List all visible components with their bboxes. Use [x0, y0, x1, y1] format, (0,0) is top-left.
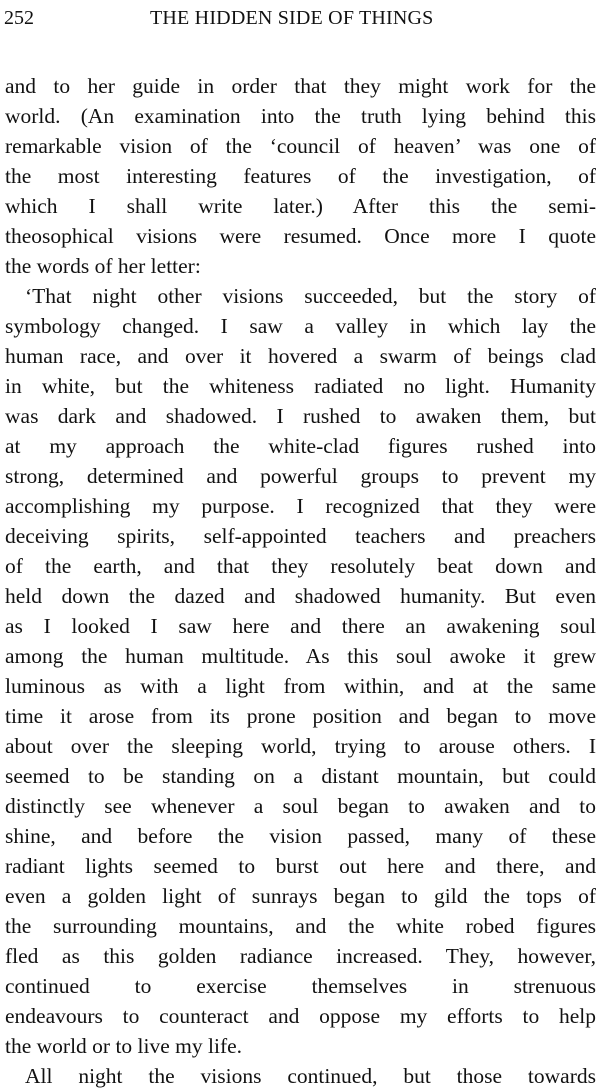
text-line: continued to exercise themselves in strenuous: [5, 974, 596, 998]
text-line: human race, and over it hovered a swarm of beings clad: [5, 344, 596, 368]
text-line: and to her guide in order that they might work for the: [5, 74, 596, 98]
text-line: deceiving spirits, self-appointed teachers and preachers: [5, 524, 596, 548]
text-line: which I shall write later.) After this the semi-: [5, 194, 596, 218]
text-line: was dark and shadowed. I rushed to awaken them, but: [5, 404, 596, 428]
text-line: as I looked I saw here and there an awakening soul: [5, 614, 596, 638]
text-line: at my approach the white-clad figures rushed into: [5, 434, 596, 458]
text-line: the most interesting features of the investigation, of: [5, 164, 596, 188]
text-line: distinctly see whenever a soul began to awaken and to: [5, 794, 596, 818]
text-line: time it arose from its prone position and began to move: [5, 704, 596, 728]
text-line: luminous as with a light from within, and at the same: [5, 674, 596, 698]
text-line: symbology changed. I saw a valley in which lay the: [5, 314, 596, 338]
text-line: of the earth, and that they resolutely beat down and: [5, 554, 596, 578]
text-line: shine, and before the vision passed, many of these: [5, 824, 596, 848]
running-head: THE HIDDEN SIDE OF THINGS: [150, 7, 434, 29]
text-line: the words of her letter:: [5, 254, 201, 278]
paragraph-start-line: All night the visions continued, but those towards: [25, 1064, 596, 1088]
text-line: the surrounding mountains, and the white robed figures: [5, 914, 596, 938]
text-line: radiant lights seemed to burst out here and there, and: [5, 854, 596, 878]
page-number: 252: [4, 7, 34, 29]
body-text: [5, 71, 596, 1091]
text-line: theosophical visions were resumed. Once more I quote: [5, 224, 596, 248]
text-line: fled as this golden radiance increased. They, however,: [5, 944, 596, 968]
text-line: about over the sleeping world, trying to arouse others. I: [5, 734, 596, 758]
text-line: remarkable vision of the ‘council of heaven’ was one of: [5, 134, 596, 158]
text-line: in white, but the whiteness radiated no light. Humanity: [5, 374, 596, 398]
text-line: held down the dazed and shadowed humanity. But even: [5, 584, 596, 608]
text-line: among the human multitude. As this soul awoke it grew: [5, 644, 596, 668]
paragraph-start-line: ‘That night other visions succeeded, but the story of: [25, 284, 596, 308]
page-header: [4, 6, 594, 34]
text-line: endeavours to counteract and oppose my efforts to help: [5, 1004, 596, 1028]
text-line: world. (An examination into the truth lying behind this: [5, 104, 596, 128]
text-line: seemed to be standing on a distant mountain, but could: [5, 764, 596, 788]
text-line: the world or to live my life.: [5, 1034, 243, 1058]
text-line: accomplishing my purpose. I recognized that they were: [5, 494, 596, 518]
text-line: even a golden light of sunrays began to gild the tops of: [5, 884, 596, 908]
text-line: strong, determined and powerful groups to prevent my: [5, 464, 596, 488]
